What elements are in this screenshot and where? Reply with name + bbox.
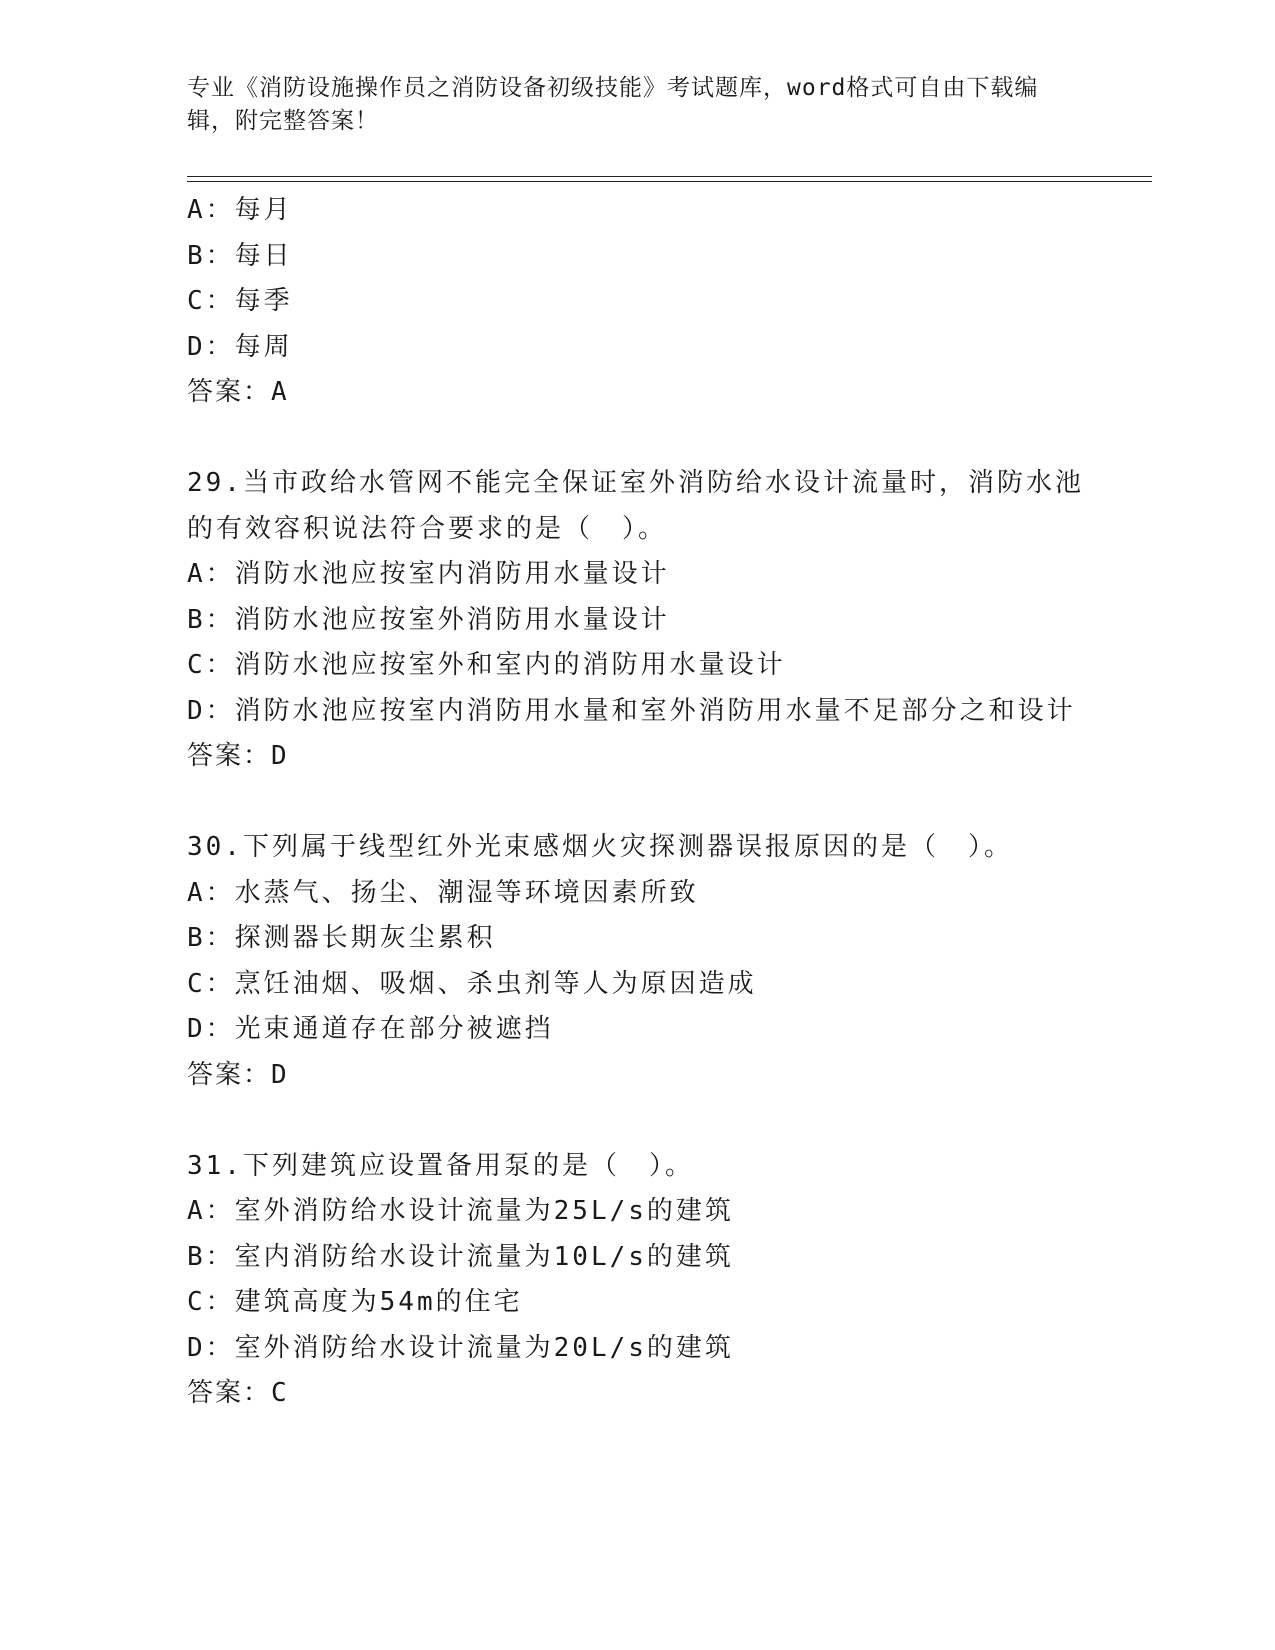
header-divider-bottom bbox=[187, 181, 1152, 182]
question-31 bbox=[187, 1144, 1152, 1417]
option-c: C：每季 bbox=[187, 286, 293, 316]
option-b: B：探测器长期灰尘累积 bbox=[187, 923, 496, 953]
option-d: D：光束通道存在部分被遮挡 bbox=[187, 1014, 554, 1044]
option-a: A：每月 bbox=[187, 195, 293, 225]
option-b: B：室内消防给水设计流量为10L/s的建筑 bbox=[187, 1241, 734, 1272]
header-divider-top bbox=[187, 176, 1152, 177]
option-d: D：消防水池应按室内消防用水量和室外消防用水量不足部分之和设计 bbox=[187, 695, 1076, 726]
option-a: A：室外消防给水设计流量为25L/s的建筑 bbox=[187, 1196, 734, 1226]
option-a: A：消防水池应按室内消防用水量设计 bbox=[187, 559, 670, 589]
question-stem-continued: 的有效容积说法符合要求的是（ ）。 bbox=[187, 513, 668, 544]
answer-line: 答案：D bbox=[187, 1059, 289, 1090]
option-d: D：每周 bbox=[187, 331, 293, 362]
answer-line: 答案：A bbox=[187, 377, 289, 407]
question-stem: 29.当市政给水管网不能完全保证室外消防给水设计流量时，消防水池 bbox=[187, 468, 1084, 498]
option-b: B：消防水池应按室外消防用水量设计 bbox=[187, 604, 670, 635]
question-28-continued bbox=[187, 188, 1152, 416]
question-stem: 30.下列属于线型红外光束感烟火灾探测器误报原因的是（ ）。 bbox=[187, 832, 1013, 862]
question-30 bbox=[187, 825, 1152, 1098]
answer-line: 答案：C bbox=[187, 1378, 289, 1408]
spacer bbox=[187, 1098, 1152, 1144]
option-b: B：每日 bbox=[187, 240, 293, 271]
question-list bbox=[187, 188, 1152, 1417]
document-header bbox=[187, 72, 1067, 138]
option-c: C：建筑高度为54m的住宅 bbox=[187, 1287, 523, 1317]
question-29 bbox=[187, 461, 1152, 780]
spacer bbox=[187, 416, 1152, 462]
question-stem: 31.下列建筑应设置备用泵的是（ ）。 bbox=[187, 1150, 694, 1181]
option-a: A：水蒸气、扬尘、潮湿等环境因素所致 bbox=[187, 877, 699, 908]
option-d: D：室外消防给水设计流量为20L/s的建筑 bbox=[187, 1332, 734, 1363]
answer-line: 答案：D bbox=[187, 741, 289, 771]
header-line-1: 专业《消防设施操作员之消防设备初级技能》考试题库，word格式可自由下载编 bbox=[187, 75, 1039, 101]
header-line-2: 辑，附完整答案！ bbox=[187, 108, 379, 134]
spacer bbox=[187, 780, 1152, 826]
option-c: C：消防水池应按室外和室内的消防用水量设计 bbox=[187, 650, 786, 680]
option-c: C：烹饪油烟、吸烟、杀虫剂等人为原因造成 bbox=[187, 968, 757, 999]
